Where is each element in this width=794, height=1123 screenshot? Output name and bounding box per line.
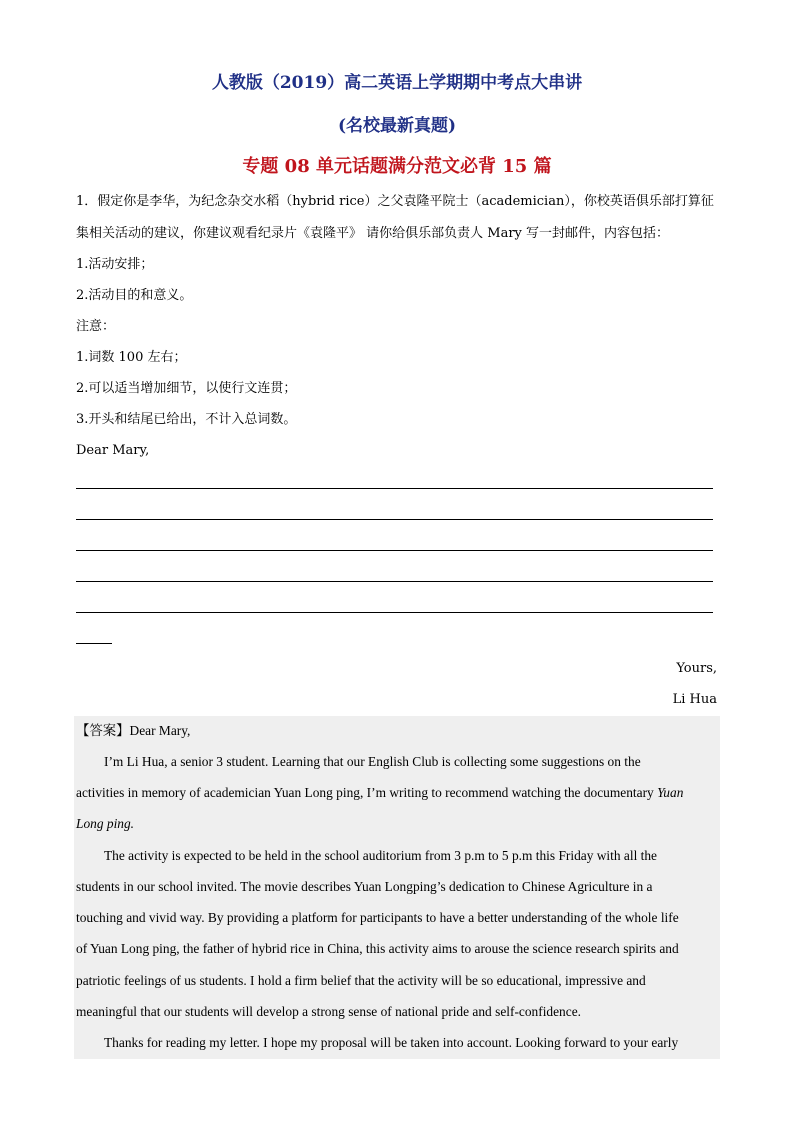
answer-paragraph-1-line <box>76 785 683 801</box>
topic-title: 专题 08 单元话题满分范文必背 15 篇 <box>242 156 552 177</box>
note-1: 1.词数 100 左右； <box>76 350 187 365</box>
note-2: 2.可以适当增加细节，以使行文连贯； <box>76 381 297 396</box>
letter-closing: Yours, <box>676 661 717 676</box>
document-subtitle: (名校最新真题) <box>337 116 457 136</box>
answer-blank-line <box>76 612 713 613</box>
letter-greeting: Dear Mary, <box>76 443 150 458</box>
answer-text: activities in memory of academician Yuan Long ping, I’m writing to recommend watching the documentary <box>76 785 658 800</box>
answer-label: 【答案】Dear Mary, <box>76 723 191 738</box>
note-label: 注意： <box>76 319 116 334</box>
document-title: 人教版（2019）高二英语上学期期中考点大串讲 <box>211 73 583 93</box>
question-text-line-2: 集相关活动的建议，你建议观看纪录片《袁隆平》 请你给俱乐部负责人 Mary 写一封邮件，内容包括： <box>76 226 670 241</box>
answer-paragraph-2-line: The activity is expected to be held in the school auditorium from 3 p.m to 5 p.m this Friday with all the <box>104 848 658 863</box>
question-point-2: 2.活动目的和意义。 <box>76 288 193 303</box>
answer-paragraph-2-line: patriotic feelings of us students. I hold a firm belief that the activity will be so educational, impressive and <box>76 973 646 988</box>
documentary-title-part: Yuan <box>657 785 684 800</box>
answer-paragraph-2-line: meaningful that our students will develop a strong sense of national pride and self-confidence. <box>76 1004 581 1019</box>
letter-signature: Li Hua <box>672 692 717 707</box>
answer-blank-line <box>76 581 713 582</box>
answer-blank-line <box>76 550 713 551</box>
answer-paragraph-2-line: of Yuan Long ping, the father of hybrid rice in China, this activity aims to arouse the science research spirits and <box>76 941 679 956</box>
answer-blank-line <box>76 519 713 520</box>
answer-paragraph-1-line: I’m Li Hua, a senior 3 student. Learning that our English Club is collecting some suggestions on the <box>104 754 641 769</box>
answer-blank-line-short <box>76 643 112 644</box>
note-3: 3.开头和结尾已给出，不计入总词数。 <box>76 412 297 427</box>
documentary-title-part: Long ping. <box>76 816 135 831</box>
answer-blank-line <box>76 488 713 489</box>
answer-paragraph-2-line: students in our school invited. The movie describes Yuan Longping’s dedication to Chinese Agriculture in a <box>76 879 653 894</box>
answer-paragraph-2-line: touching and vivid way. By providing a platform for participants to have a better understanding of the whole life <box>76 910 679 925</box>
question-text-line-1: 1．假定你是李华，为纪念杂交水稻（hybrid rice）之父袁隆平院士（academician），你校英语俱乐部打算征 <box>76 194 714 209</box>
question-point-1: 1.活动安排； <box>76 257 154 272</box>
answer-paragraph-3-line: Thanks for reading my letter. I hope my proposal will be taken into account. Looking forward to your early <box>104 1035 679 1050</box>
